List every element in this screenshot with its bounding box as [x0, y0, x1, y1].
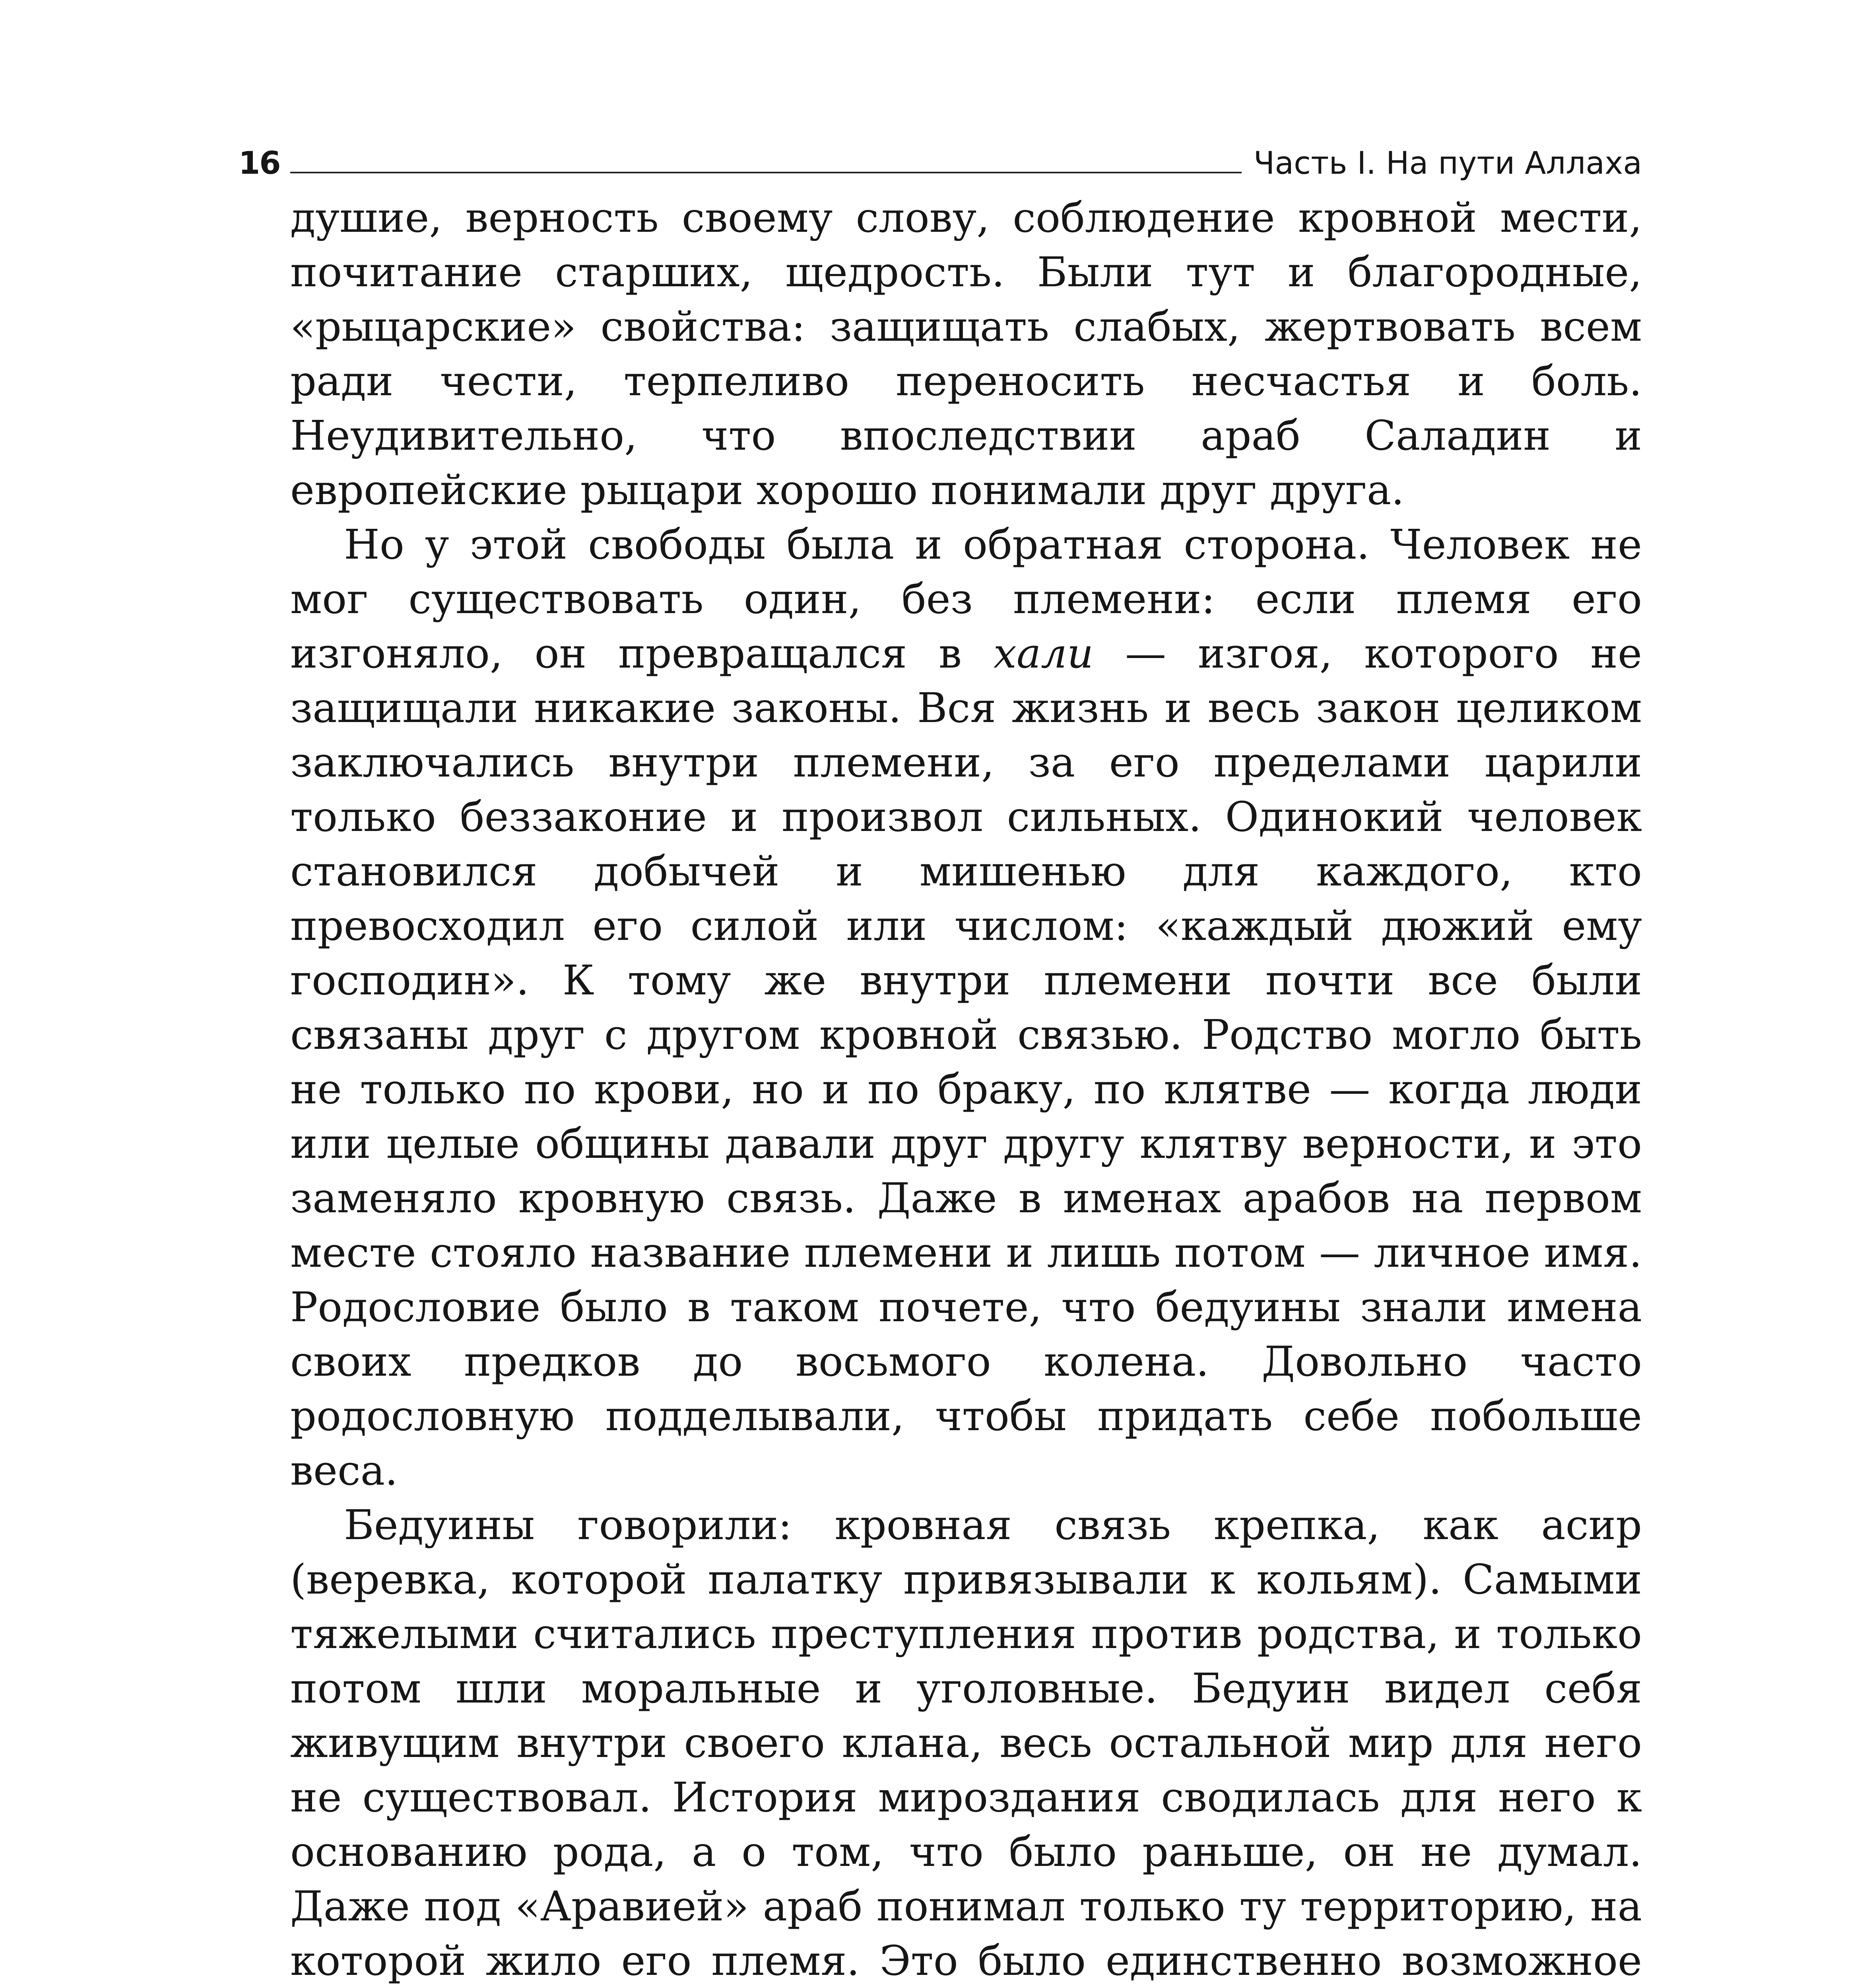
- paragraph-2-rest: — изгоя, которого не защищали никакие законы. Вся жизнь и весь закон целиком заключались внутри племени, за его пределами царили только беззаконие и произвол сильных. Одинокий человек становился добычей и мишенью для каждого, кто превосходил его силой или числом: «каждый дюжий ему господин». К тому же внутри племени почти все были связаны друг с другом кровной связью. Родство могло быть не только по крови, но и по браку, по клятве — когда люди или целые общины давали друг другу клятву верности, и это заменяло кровную связь. Даже в именах арабов на первом месте стояло название племени и лишь потом — личное имя. Родословие было в таком почете, что бедуины знали имена своих предков до восьмого колена. Довольно часто родословную подделывали, чтобы придать себе побольше веса.: [290, 630, 1642, 1495]
- running-header: [239, 131, 1642, 181]
- paragraph-2-start: Но у этой свободы была и обратная сторона. Человек не мог существовать один, без племени: если племя его изгоняло, он превращался в: [290, 521, 1642, 678]
- paragraph-3: Бедуины говорили: кровная связь крепка, как асир (веревка, которой палатку привязывали к кольям). Самыми тяжелыми считались преступления против родства, и только потом шли моральные и уголовные. Бедуин видел себя живущим внутри своего клана, весь остальной мир для него не существовал. История мироздания сводилась для него к основанию рода, а о том, что было раньше, он не думал. Даже под «Аравией» араб понимал только ту территорию, на которой жило его племя. Это было единственно возможное: [290, 1501, 1642, 1985]
- body-text: [290, 191, 1642, 1988]
- paragraph-2: [290, 518, 1642, 1498]
- running-title: Часть I. На пути Аллаха: [1253, 146, 1642, 181]
- term-hali: хали: [993, 630, 1094, 678]
- paragraph-1: душие, верность своему слову, соблюдение кровной мести, почитание старших, щедрость. Были тут и благородные, «рыцарские» свойства: защищать слабых, жертвовать всем ради чести, терпеливо переносить несчастья и боль. Неудивительно, что впоследствии араб Саладин и европейские рыцари хорошо понимали друг друга.: [290, 194, 1642, 514]
- book-page: [239, 131, 1642, 1988]
- header-rule: [290, 172, 1242, 173]
- page-number: 16: [239, 146, 280, 181]
